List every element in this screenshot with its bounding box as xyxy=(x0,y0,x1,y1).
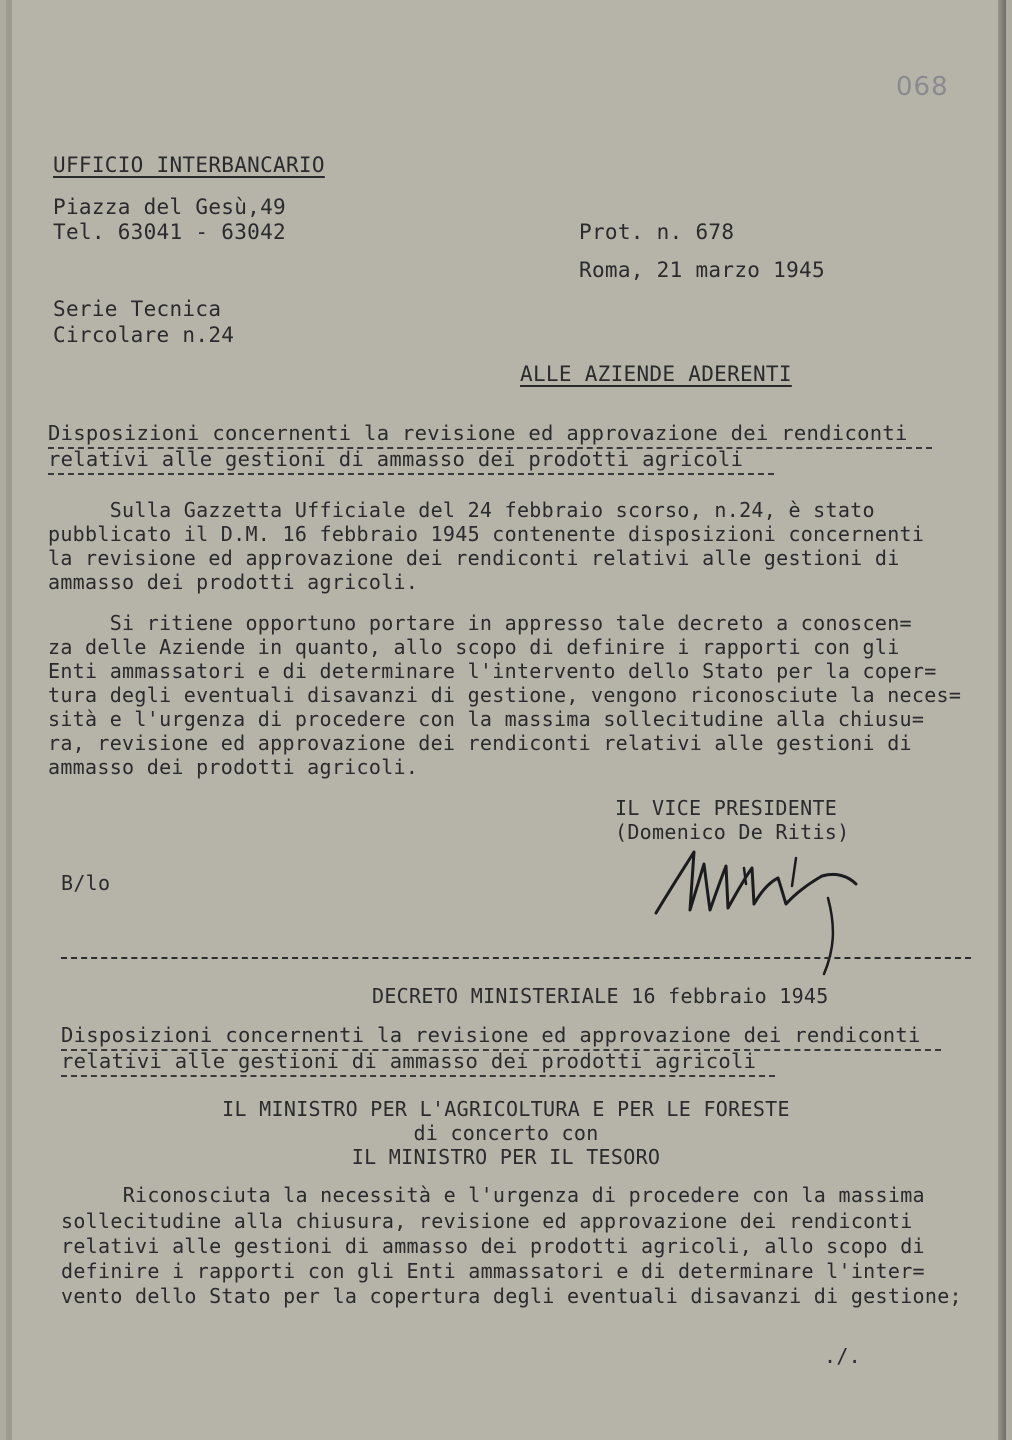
section-separator xyxy=(61,957,971,959)
office-address: Piazza del Gesù,49 xyxy=(53,195,286,219)
decree-body-line-3: relativi alle gestioni di ammasso dei prodotti agricoli, allo scopo di xyxy=(61,1234,925,1258)
paragraph-2-line-5: sità e l'urgenza di procedere con la massima sollecitudine alla chiusu= xyxy=(48,707,925,731)
continuation-mark: ./. xyxy=(824,1344,862,1368)
paragraph-2-line-1: Si ritiene opportuno portare in appresso tale decreto a conoscen= xyxy=(48,611,912,635)
decree-subject-line-1: Disposizioni concernenti la revisione ed approvazione dei rendiconti xyxy=(61,1023,921,1047)
paragraph-2-line-2: za delle Aziende in quanto, allo scopo di definire i rapporti con gli xyxy=(48,635,900,659)
decree-body-line-5: vento dello Stato per la copertura degli eventuali disavanzi di gestione; xyxy=(61,1284,962,1308)
circular-number: Circolare n.24 xyxy=(53,323,235,347)
decree-subject-line-2: relativi alle gestioni di ammasso dei prodotti agricoli xyxy=(61,1049,757,1073)
paragraph-2-line-3: Enti ammassatori e di determinare l'intervento dello Stato per la coper= xyxy=(48,659,937,683)
subject-line-2: relativi alle gestioni di ammasso dei prodotti agricoli xyxy=(48,447,744,471)
decree-minister-treasury: IL MINISTRO PER IL TESORO xyxy=(351,1145,661,1169)
paragraph-1-line-3: la revisione ed approvazione dei rendiconti relativi alle gestioni di xyxy=(48,546,900,570)
paragraph-1-line-2: pubblicato il D.M. 16 febbraio 1945 contenente disposizioni concernenti xyxy=(48,522,925,546)
signatory-name: (Domenico De Ritis) xyxy=(615,820,850,844)
subject-line-1: Disposizioni concernenti la revisione ed approvazione dei rendiconti xyxy=(48,421,908,445)
paragraph-1-line-1: Sulla Gazzetta Ufficiale del 24 febbraio scorso, n.24, è stato xyxy=(48,498,875,522)
paragraph-1-line-4: ammasso dei prodotti agricoli. xyxy=(48,570,419,594)
protocol-number: Prot. n. 678 xyxy=(579,220,735,244)
paragraph-2-line-6: ra, revisione ed approvazione dei rendiconti relativi alle gestioni di xyxy=(48,731,912,755)
page-left-edge xyxy=(6,0,12,1440)
office-name: UFFICIO INTERBANCARIO xyxy=(53,153,325,177)
office-phone: Tel. 63041 - 63042 xyxy=(53,220,286,244)
decree-subject-underline-2 xyxy=(61,1075,775,1077)
decree-body-line-1: Riconosciuta la necessità e l'urgenza di procedere con la massima xyxy=(61,1183,925,1207)
subject-underline-2 xyxy=(48,473,774,475)
decree-minister-agriculture: IL MINISTRO PER L'AGRICOLTURA E PER LE FORESTE xyxy=(222,1097,790,1121)
letter-date: Roma, 21 marzo 1945 xyxy=(579,258,825,282)
decree-body-line-4: definire i rapporti con gli Enti ammassatori e di determinare l'inter= xyxy=(61,1259,925,1283)
signatory-title: IL VICE PRESIDENTE xyxy=(615,796,838,820)
paragraph-2-line-4: tura degli eventuali disavanzi di gestione, vengono riconosciute la neces= xyxy=(48,683,962,707)
decree-heading: DECRETO MINISTERIALE 16 febbraio 1945 xyxy=(372,984,829,1008)
decree-body-line-2: sollecitudine alla chiusura, revisione ed approvazione dei rendiconti xyxy=(61,1209,913,1233)
recipient: ALLE AZIENDE ADERENTI xyxy=(520,362,792,386)
pencil-archive-number: 068 xyxy=(896,72,949,102)
reference-code: B/lo xyxy=(61,871,111,895)
paragraph-2-line-7: ammasso dei prodotti agricoli. xyxy=(48,755,419,779)
page-right-edge xyxy=(998,0,1006,1440)
decree-concert: di concerto con xyxy=(413,1121,599,1145)
series-label: Serie Tecnica xyxy=(53,297,222,321)
document-page xyxy=(6,0,1006,1440)
